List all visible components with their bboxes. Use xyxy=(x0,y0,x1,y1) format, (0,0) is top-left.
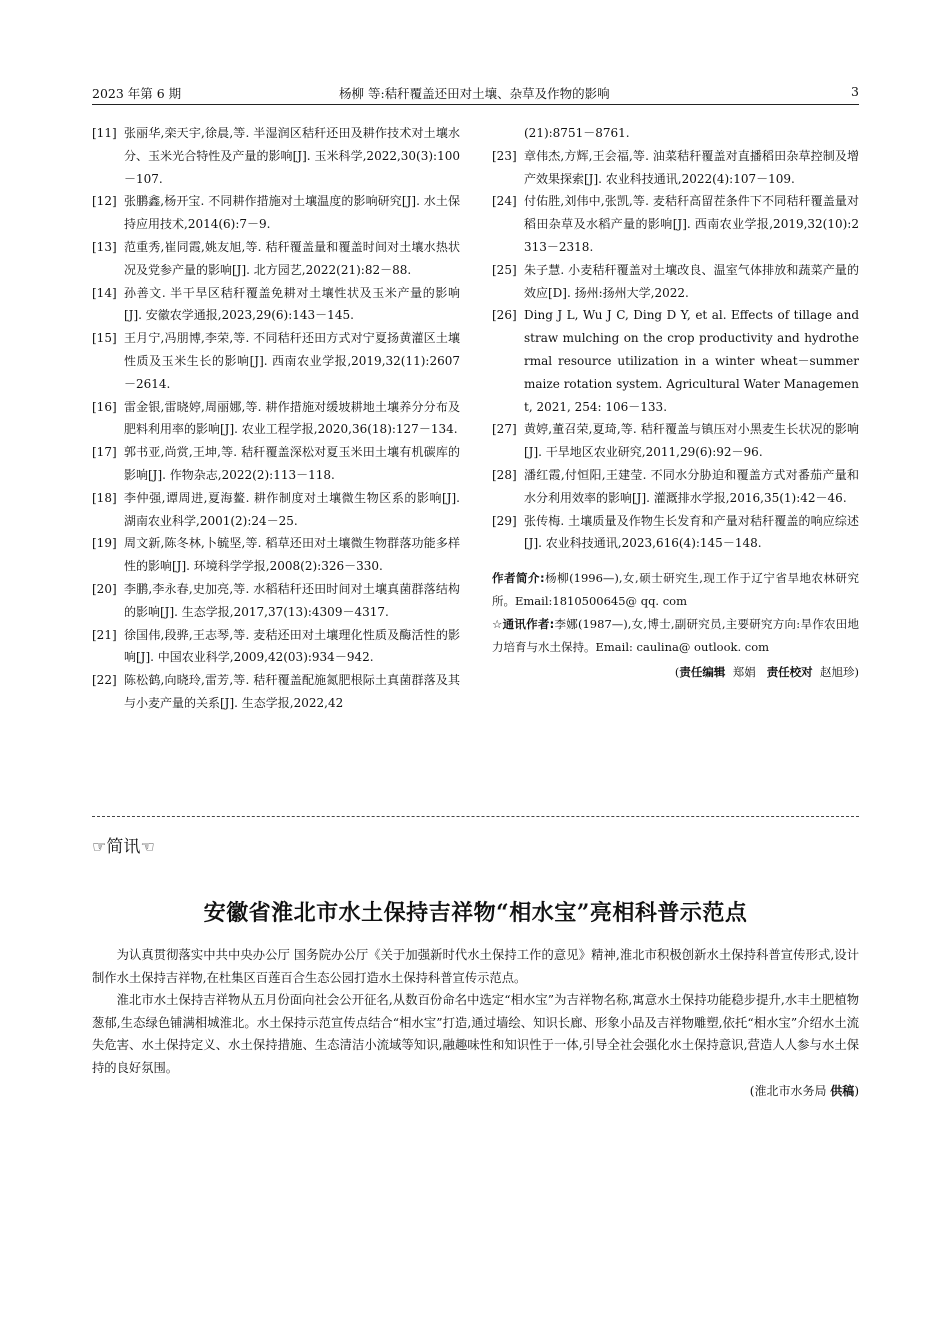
reference-item xyxy=(92,327,460,395)
reference-item xyxy=(492,259,859,305)
reference-item xyxy=(92,396,460,442)
reference-number: [23] xyxy=(492,148,517,163)
reference-number: [17] xyxy=(92,445,117,460)
reference-text: 王月宁,冯朋博,李荣,等. 不同秸秆还田方式对宁夏扬黄灌区土壤性质及玉米生长的影响[J]. 西南农业学报,2019,32(11):2607－2614. xyxy=(124,331,460,391)
reference-number: [20] xyxy=(92,581,117,596)
news-body xyxy=(92,944,859,1080)
reference-number: [12] xyxy=(92,194,117,209)
source-supply: 供稿 xyxy=(830,1084,855,1098)
pointing-hand-left-icon: ☜ xyxy=(140,837,155,856)
reference-number: [24] xyxy=(492,194,517,209)
reference-text: 朱子慧. 小麦秸秆覆盖对土壤改良、温室气体排放和蔬菜产量的效应[D]. 扬州:扬州大学,2022. xyxy=(524,262,859,300)
reference-number: [19] xyxy=(92,536,117,551)
reference-text: 李鹏,李永春,史加亮,等. 水稻秸秆还田时间对土壤真菌群落结构的影响[J]. 生态学报,2017,37(13):4309－4317. xyxy=(124,581,460,619)
reference-text: 潘红霞,付恒阳,王建莹. 不同水分胁迫和覆盖方式对番茄产量和水分利用效率的影响[J]. 灌溉排水学报,2016,35(1):42－46. xyxy=(524,467,859,505)
source-open-paren: ( xyxy=(749,1084,755,1098)
pointing-hand-right-icon: ☞ xyxy=(92,837,107,856)
corresponding-author xyxy=(492,613,859,659)
reference-item xyxy=(92,190,460,236)
reference-item xyxy=(92,487,460,533)
reference-item xyxy=(92,578,460,624)
author-intro-text: 杨柳(1996—),女,硕士研究生,现工作于辽宁省旱地农林研究所。Email:1810500645@ qq. com xyxy=(492,571,859,609)
author-intro-label: 作者简介: xyxy=(492,571,545,586)
reference-item xyxy=(92,282,460,328)
editor-line xyxy=(492,661,859,684)
editor-name: 郑娟 xyxy=(732,665,756,680)
reference-number: [15] xyxy=(92,331,117,346)
reference-number: [29] xyxy=(492,513,517,528)
references-left-column xyxy=(92,122,460,715)
journal-issue: 2023 年第 6 期 xyxy=(92,86,182,101)
page-header xyxy=(92,84,859,105)
reference-item xyxy=(492,190,859,258)
reference-number: [28] xyxy=(492,467,517,482)
reference-continuation: (21):8751－8761. xyxy=(524,126,630,140)
reference-number: [25] xyxy=(492,262,517,277)
reference-item xyxy=(92,669,460,715)
reference-text: 张鹏鑫,杨开宝. 不同耕作措施对土壤温度的影响研究[J]. 水土保持应用技术,2014(6):7－9. xyxy=(124,194,460,232)
reference-item xyxy=(492,145,859,191)
source-close-paren: ) xyxy=(854,1084,859,1098)
reference-item xyxy=(92,624,460,670)
reference-item xyxy=(92,122,460,190)
reference-number: [16] xyxy=(92,399,117,414)
reference-number: [13] xyxy=(92,239,117,254)
reference-text: 范重秀,崔同霞,姚友旭,等. 秸秆覆盖量和覆盖时间对土壤水热状况及党参产量的影响[J]. 北方园艺,2022(21):82－88. xyxy=(124,239,460,277)
news-paragraph: 为认真贯彻落实中共中央办公厅 国务院办公厅《关于加强新时代水土保持工作的意见》精神,淮北市积极创新水土保持科普宣传形式,设计制作水土保持吉祥物,在杜集区百莲百合生态公园打造水土保持科普宣传示范点。 xyxy=(92,948,859,985)
reference-text: 徐国伟,段骅,王志琴,等. 麦秸还田对土壤理化性质及酶活性的影响[J]. 中国农业科学,2009,42(03):934－942. xyxy=(124,627,460,665)
brief-label-text: 简讯 xyxy=(106,837,141,857)
reference-number: [26] xyxy=(492,308,517,323)
reference-text: 郭书亚,尚赏,王坤,等. 秸秆覆盖深松对夏玉米田土壤有机碳库的影响[J]. 作物杂志,2022(2):113－118. xyxy=(124,445,460,482)
proofreader-label: 责任校对 xyxy=(766,665,813,680)
reference-number: [22] xyxy=(92,673,117,688)
reference-item xyxy=(92,532,460,578)
brief-news-label xyxy=(92,832,155,857)
corresponding-author-label: ☆通讯作者: xyxy=(492,617,555,632)
editor-label: 责任编辑 xyxy=(679,665,726,680)
running-title: 杨柳 等:秸秆覆盖还田对土壤、杂草及作物的影响 xyxy=(339,86,610,101)
reference-number: [14] xyxy=(92,285,117,300)
reference-item xyxy=(492,418,859,464)
author-intro xyxy=(492,567,859,613)
reference-text: 李仲强,谭周进,夏海鳌. 耕作制度对土壤微生物区系的影响[J]. 湖南农业科学,2001(2):24－25. xyxy=(124,490,460,528)
reference-text: 付佑胜,刘伟中,张凯,等. 麦秸秆高留茬条件下不同秸秆覆盖量对稻田杂草及水稻产量的影响[J]. 西南农业学报,2019,32(10):2313－2318. xyxy=(524,194,859,254)
reference-text: 黄婷,董召荣,夏琦,等. 秸秆覆盖与镇压对小黑麦生长状况的影响[J]. 干旱地区农业研究,2011,29(6):92－96. xyxy=(524,422,859,460)
reference-text: 孙善文. 半干旱区秸秆覆盖免耕对土壤性状及玉米产量的影响[J]. 安徽农学通报,2023,29(6):143－145. xyxy=(124,285,460,323)
editor-open-paren: ( xyxy=(674,665,680,680)
reference-number: [21] xyxy=(92,627,117,642)
reference-text: 张丽华,栾天宇,徐晨,等. 半湿润区秸秆还田及耕作技术对土壤水分、玉米光合特性及产量的影响[J]. 玉米科学,2022,30(3):100－107. xyxy=(124,126,460,186)
reference-item xyxy=(492,510,859,556)
reference-number: [11] xyxy=(92,126,117,140)
news-paragraph: 淮北市水土保持吉祥物从五月份面向社会公开征名,从数百份命名中选定“相水宝”为吉祥物名称,寓意水土保持功能稳步提升,水丰土肥植物葱郁,生态绿色铺满相城淮北。水土保持示范宣传点结合“相水宝”打造,通过墙绘、知识长廊、形象小品及吉祥物雕塑,依托“相水宝”介绍水土流失危害、水土保持定义、水土保持措施、生态清洁小流域等知识,融趣味性和知识性于一体,引导全社会强化水土保持意识,营造人人参与水土保持的良好氛围。 xyxy=(92,993,859,1075)
reference-number: [27] xyxy=(492,422,517,437)
reference-text: 周文新,陈冬林,卜毓坚,等. 稻草还田对土壤微生物群落功能多样性的影响[J]. 环境科学学报,2008(2):326－330. xyxy=(124,536,460,574)
reference-text: 雷金银,雷晓婷,周丽娜,等. 耕作措施对缓坡耕地土壤养分分布及肥料利用率的影响[J]. 农业工程学报,2020,36(18):127－134. xyxy=(124,399,460,437)
editor-close-paren: ) xyxy=(854,665,859,680)
news-source xyxy=(750,1082,859,1099)
corresponding-author-text: 李娜(1987—),女,博士,副研究员,主要研究方向:旱作农田地力培育与水土保持。Email: caulina@ outlook. com xyxy=(492,617,859,655)
references-right-column xyxy=(492,122,859,684)
proofreader-name: 赵旭珍 xyxy=(820,665,855,680)
reference-item xyxy=(492,464,859,510)
reference-number: [18] xyxy=(92,490,117,505)
news-title: 安徽省淮北市水土保持吉祥物“相水宝”亮相科普示范点 xyxy=(203,900,748,926)
reference-item xyxy=(492,304,859,418)
section-divider xyxy=(92,816,859,817)
reference-text: 张传梅. 土壤质量及作物生长发育和产量对秸秆覆盖的响应综述[J]. 农业科技通讯,2023,616(4):145－148. xyxy=(524,513,859,551)
reference-text: 陈松鹤,向晓玲,雷芳,等. 秸秆覆盖配施氮肥根际土真菌群落及其与小麦产量的关系[J]. 生态学报,2022,42 xyxy=(124,673,460,710)
page-number: 3 xyxy=(851,84,859,99)
reference-text: 章伟杰,方辉,王会福,等. 油菜秸秆覆盖对直播稻田杂草控制及增产效果探索[J]. 农业科技通讯,2022(4):107－109. xyxy=(524,148,859,186)
author-info xyxy=(492,567,859,659)
reference-item xyxy=(92,236,460,282)
source-org: 淮北市水务局 xyxy=(754,1084,827,1098)
reference-text: Ding J L, Wu J C, Ding D Y, et al. Effects of tillage and straw mulching on the crop productivity and hydrothermal resource utilization in a winter wheat－summer maize rotation system. Agricultural Water Management, 2021, 254: 106－133. xyxy=(524,308,859,414)
reference-item xyxy=(92,441,460,487)
